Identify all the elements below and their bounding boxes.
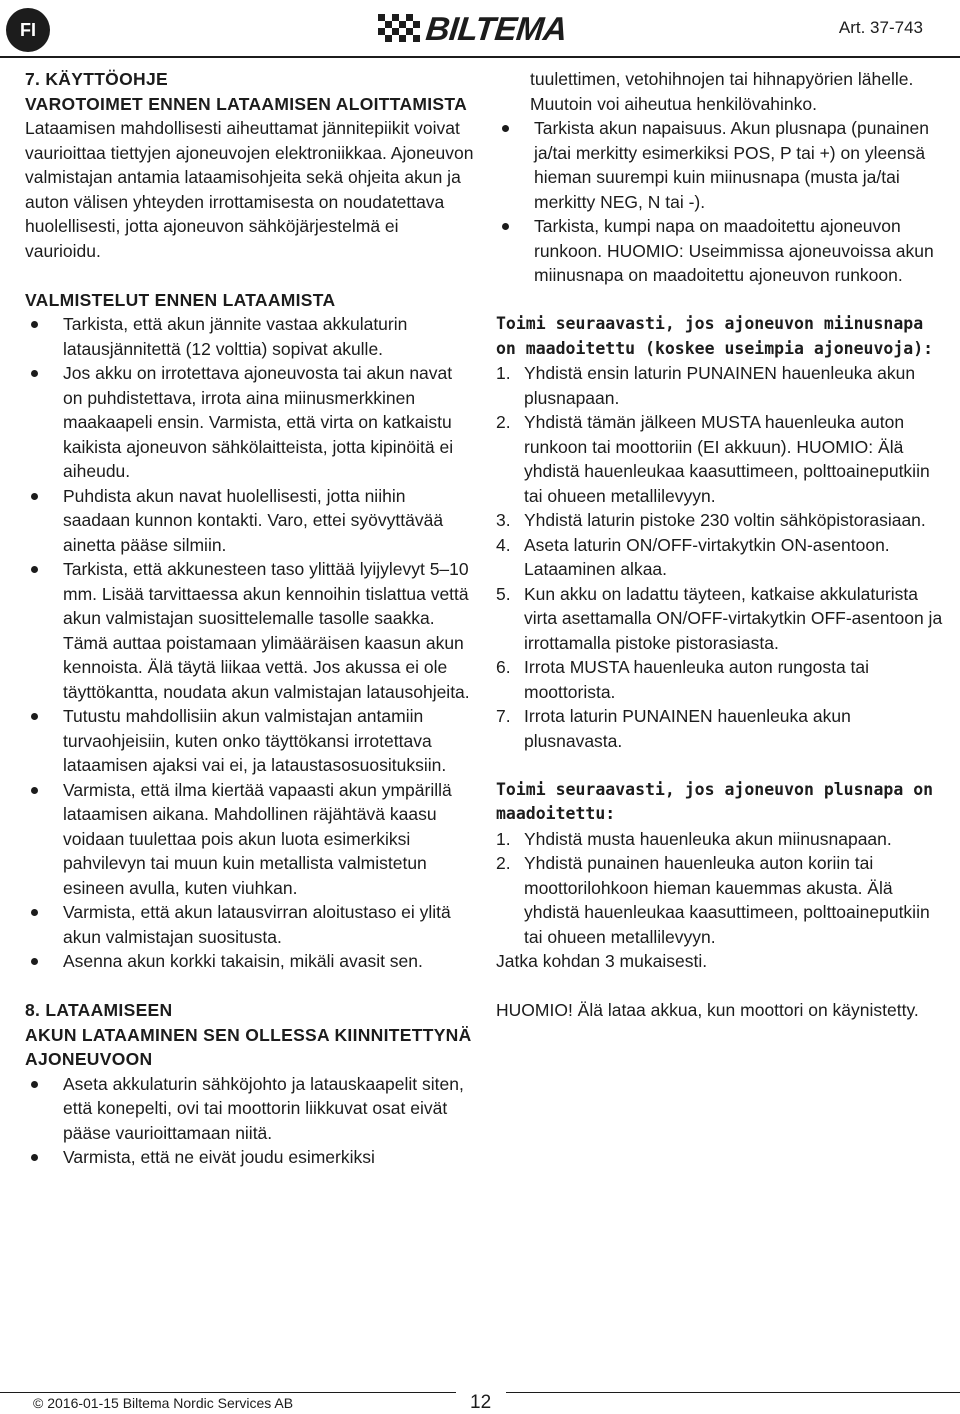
section-7-subtitle: VAROTOIMET ENNEN LATAAMISEN ALOITTAMISTA <box>25 93 468 114</box>
list-item: 2. Yhdistä punainen hauenleuka auton koriin tai moottorilohkoon hieman kauemmas akusta. Älä yhdistä hauenleukaa kaasuttimeen, polttoaineputkiin tai ohueen metallilevyyn. <box>496 853 930 947</box>
right-column <box>496 67 946 1023</box>
biltema-logo <box>378 10 569 47</box>
list-item: 4. Aseta laturin ON/OFF-virtakytkin ON-asentoon. Lataaminen alkaa. <box>496 534 890 579</box>
positive-ground-steps <box>496 827 946 950</box>
list-item: Tarkista, että akun jännite vastaa akkulaturin latausjännitettä (12 volttia) sopivat akulle. <box>25 312 475 361</box>
left-column <box>25 67 475 1170</box>
negative-ground-title: Toimi seuraavasti, jos ajoneuvon miinusnapa on maadoitettu (koskee useimpia ajoneuvoja): <box>496 314 934 358</box>
list-item: Tarkista akun napaisuus. Akun plusnapa (punainen ja/tai merkitty esimerkiksi POS, P tai +) on yleensä hieman suurempi kuin miinusnapa (musta ja/tai merkitty NEG, N tai -). <box>496 116 946 214</box>
list-item: Tarkista, että akkunesteen taso ylittää lyijylevyt 5–10 mm. Lisää tarvittaessa akun kennoihin tislattua vettä akun valmistajan suosittelemalle tasolle saakka. Tämä auttaa poistamaan ylimääräisen kaasun akun kennoista. Älä täytä liikaa vettä. Jos akussa ei ole täyttökantta, noudata akun valmistajan latausohjeita. <box>25 557 475 704</box>
section-7-body: Lataamisen mahdollisesti aiheuttamat jännitepiikit voivat vaurioittaa tiettyjen ajoneuvojen elektroniikkaa. Ajoneuvon valmistajan antamia lataamisohjeita sekä ohjeita akun ja auton välisen yhteyden irrottamisesta on noudatettava huolellisesti, jotta ajoneuvon sähköjärjestelmä ei vaurioidu. <box>25 118 474 261</box>
list-item: Tarkista, kumpi napa on maadoitettu ajoneuvon runkoon. HUOMIO: Useimmissa ajoneuvoissa akun miinusnapa on maadoitettu ajoneuvon runkoon. <box>496 214 946 288</box>
brand-name: BILTEMA <box>424 10 569 47</box>
list-item: Aseta akkulaturin sähköjohto ja latauskaapelit siten, että konepelti, ovi tai moottorin liikkuvat osat eivät pääse vaurioittamaan niitä. <box>25 1072 475 1146</box>
list-item: 6. Irrota MUSTA hauenleuka auton rungosta tai moottorista. <box>496 657 870 702</box>
list-item: 2. Yhdistä tämän jälkeen MUSTA hauenleuka auton runkoon tai moottoriin (EI akkuun). HUOMIO: Älä yhdistä hauenleukaa kaasuttimeen, polttoaineputkiin tai ohueen metallilevyyn. <box>496 412 930 506</box>
continued-text: tuulettimen, vetohihnojen tai hihnapyörien lähelle. Muutoin voi aiheutua henkilövahinko. <box>530 69 914 114</box>
list-item: Varmista, että ilma kiertää vapaasti akun ympärillä lataamisen aikana. Mahdollinen räjähtävä kaasu voidaan tuulettaa pois akun luota esimerkiksi pahvilevyn tai muun kuin metallista valmistetun esineen avulla, kuten viuhkan. <box>25 778 475 901</box>
polarity-list <box>496 116 946 288</box>
warning-note: HUOMIO! Älä lataa akkua, kun moottori on käynistetty. <box>496 1000 919 1020</box>
list-item: 1. Yhdistä ensin laturin PUNAINEN hauenleuka akun plusnapaan. <box>496 363 916 408</box>
list-item: Varmista, että akun latausvirran aloitustaso ei ylitä akun valmistajan suositusta. <box>25 900 475 949</box>
footer-divider <box>0 1392 456 1393</box>
continue-note: Jatka kohdan 3 mukaisesti. <box>496 951 708 971</box>
section-7-title: 7. KÄYTTÖOHJE <box>25 69 168 89</box>
section-8-title: 8. LATAAMISEEN <box>25 1000 173 1020</box>
prep-list <box>25 312 475 974</box>
list-item: 7. Irrota laturin PUNAINEN hauenleuka akun plusnavasta. <box>496 706 851 751</box>
list-item: 1. Yhdistä musta hauenleuka akun miinusnapaan. <box>496 828 892 849</box>
list-item: Varmista, että ne eivät joudu esimerkiksi <box>25 1145 475 1170</box>
list-item: 5. Kun akku on ladattu täyteen, katkaise akkulaturista virta asettamalla ON/OFF-virtakytkin OFF-asentoon ja irrottamalla pistoke pistorasiasta. <box>496 583 943 653</box>
positive-ground-title: Toimi seuraavasti, jos ajoneuvon plusnapa on maadoitettu: <box>496 779 934 823</box>
prep-title: VALMISTELUT ENNEN LATAAMISTA <box>25 289 336 310</box>
page-number: 12 <box>470 1392 492 1413</box>
language-badge: FI <box>6 8 50 52</box>
list-item: Asenna akun korkki takaisin, mikäli avasit sen. <box>25 949 475 974</box>
charging-list <box>25 1072 475 1170</box>
negative-ground-steps <box>496 361 946 753</box>
header-divider <box>0 56 960 58</box>
section-8-subtitle: AKUN LATAAMINEN SEN OLLESSA KIINNITETTYNÄ AJONEUVOON <box>25 1024 472 1069</box>
list-item: Jos akku on irrotettava ajoneuvosta tai akun navat on puhdistettava, irrota aina miinusmerkkinen maakaapeli ensin. Varmista, että virta on katkaistu kaikista ajoneuvon sähkölaitteista, jotta kipinöitä ei aiheudu. <box>25 361 475 484</box>
copyright: © 2016-01-15 Biltema Nordic Services AB <box>33 1395 294 1411</box>
article-number: Art. 37-743 <box>838 18 923 37</box>
list-item: Puhdista akun navat huolellisesti, jotta niihin saadaan kunnon kontakti. Varo, ettei syövyttävää ainetta pääse silmiin. <box>25 484 475 558</box>
checkered-flag-icon <box>378 14 422 44</box>
list-item: 3. Yhdistä laturin pistoke 230 voltin sähköpistorasiaan. <box>496 510 926 530</box>
footer-divider <box>506 1392 960 1393</box>
list-item: Tutustu mahdollisiin akun valmistajan antamiin turvaohjeisiin, kuten onko täyttökansi irrotettava lataamisen ajaksi vai ei, ja lataustasosuosituksiin. <box>25 704 475 778</box>
